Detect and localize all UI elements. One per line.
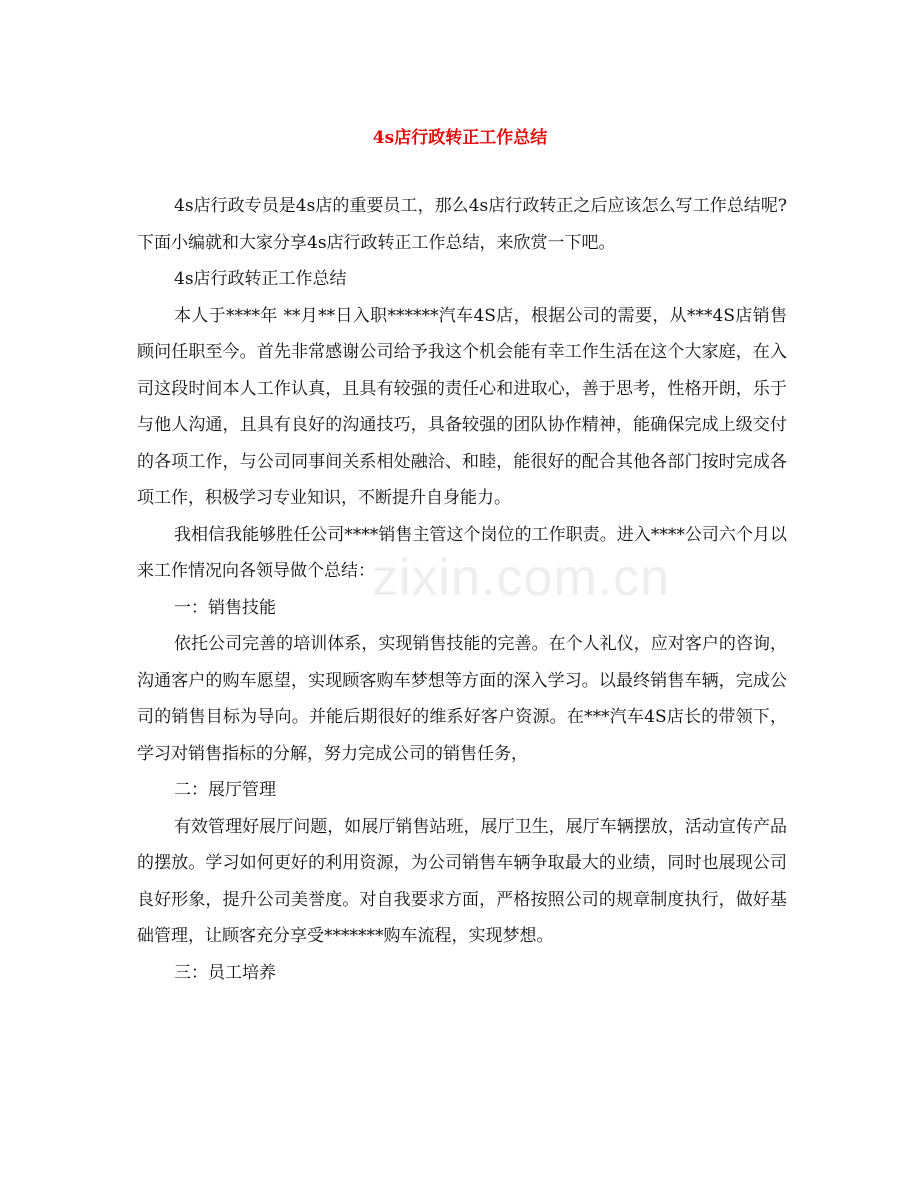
section-1-text: 依托公司完善的培训体系，实现销售技能的完善。在个人礼仪，应对客户的咨询，沟通客户的购车愿望，实现顾客购车梦想等方面的深入学习。以最终销售车辆，完成公司的销售目标为导向。并能后期很好的维系好客户资源。在***汽车4S店长的带领下，学习对销售指标的分解，努力完成公司的销售任务，: [137, 634, 787, 764]
section-2-text: 有效管理好展厅问题，如展厅销售站班，展厅卫生，展厅车辆摆放，活动宣传产品的摆放。学习如何更好的利用资源，为公司销售车辆争取最大的业绩，同时也展现公司良好形象，提升公司美誉度。对自我要求方面，严格按照公司的规章制度执行，做好基础管理，让顾客充分享受*******购车流程，实现梦想。: [137, 816, 787, 946]
watermark: zixin.com.cn: [372, 549, 671, 607]
document-body: [137, 188, 787, 991]
section-2-heading: 二：展厅管理: [174, 780, 276, 800]
subtitle-paragraph: 4s店行政转正工作总结: [174, 269, 347, 289]
intro-paragraph: 4s店行政专员是4s店的重要员工，那么4s店行政转正之后应该怎么写工作总结呢?下面小编就和大家分享4s店行政转正工作总结，来欣赏一下吧。: [137, 196, 787, 253]
paragraph-1: 本人于****年 **月**日入职******汽车4S店，根据公司的需要，从***4S店销售顾问任职至今。首先非常感谢公司给予我这个机会能有幸工作生活在这个大家庭，在入司这段时间本人工作认真，且具有较强的责任心和进取心，善于思考，性格开朗，乐于与他人沟通，且具有良好的沟通技巧，具备较强的团队协作精神，能确保完成上级交付的各项工作，与公司同事间关系相处融洽、和睦，能很好的配合其他各部门按时完成各项工作，积极学习专业知识，不断提升自身能力。: [137, 305, 787, 508]
section-1-heading: 一：销售技能: [174, 597, 276, 618]
section-3-heading: 三：员工培养: [174, 962, 276, 983]
document-title: 4s店行政转正工作总结: [372, 128, 548, 148]
paragraph-2: 我相信我能够胜任公司****销售主管这个岗位的工作职责。进入****公司六个月以来工作情况向各领导做个总结：: [137, 524, 787, 581]
